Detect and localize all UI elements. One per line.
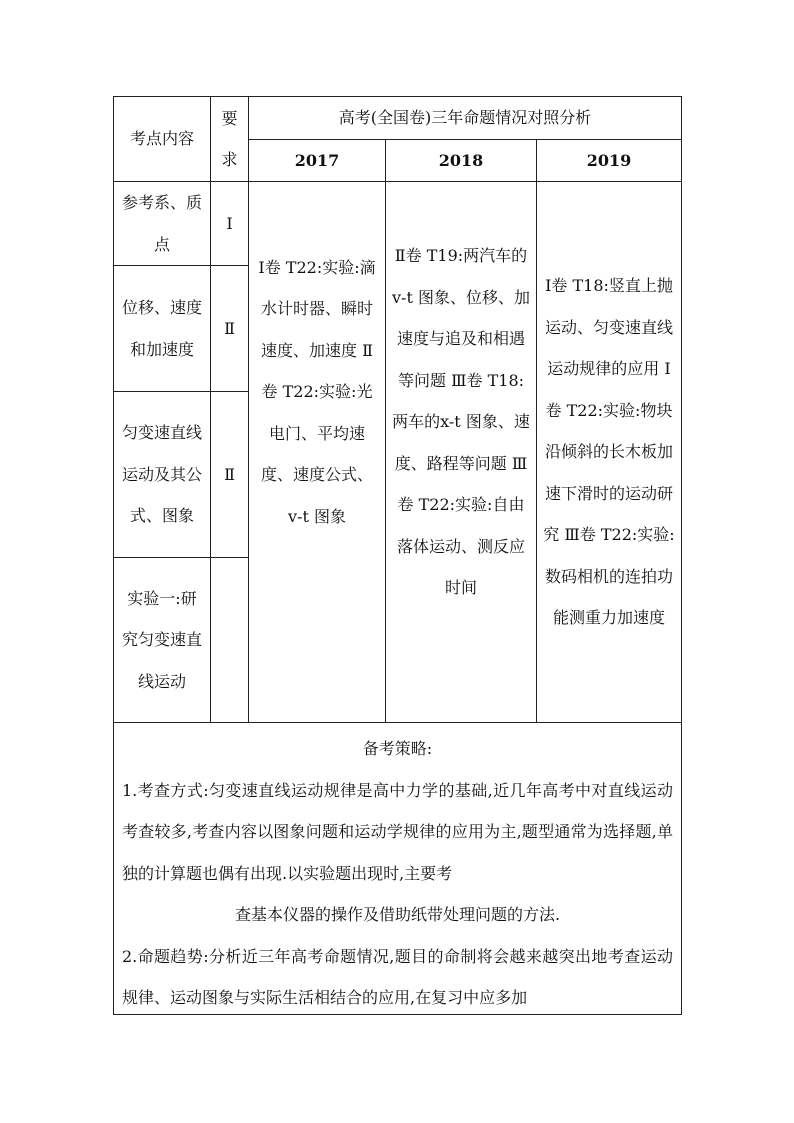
strategy-content [122,728,673,1014]
exam-analysis-table [113,96,682,1015]
header-requirement [211,97,249,182]
topic-cell: 参考系、质点 [114,182,211,266]
requirement-cell: Ⅰ [211,182,249,266]
strategy-point-1-end: 查基本仪器的操作及借助纸带处理问题的方法. [234,905,561,924]
topic-cell: 位移、速度和加速度 [114,266,211,392]
topic-cell: 实验一:研究匀变速直线运动 [114,558,211,723]
requirement-cell: Ⅱ [211,392,249,558]
analysis-2018: Ⅱ卷 T19:两汽车的v-t 图象、位移、加速度与追及和相遇等问题 Ⅲ卷 T18:两车的x-t 图象、速度、路程等问题 Ⅲ卷 T22:实验:自由落体运动、测反应时间 [386,182,537,723]
analysis-2019: Ⅰ卷 T18:竖直上抛运动、匀变速直线运动规律的应用 Ⅰ卷 T22:实验:物块沿倾斜的长木板加速下滑时的运动研究 Ⅲ卷 T22:实验:数码相机的连拍功能测重力加速度 [537,182,682,723]
header-requirement-text: 要求 [221,109,238,169]
header-year-2017: 2017 [249,139,386,182]
header-topic: 考点内容 [114,97,211,182]
strategy-point-1: 1.考查方式:匀变速直线运动规律是高中力学的基础,近几年高考中对直线运动考查较多,考查内容以图象问题和运动学规律的应用为主,题型通常为选择题,单独的计算题也偶有出现.以实验题出现时,主要考 [122,780,673,883]
header-year-2018: 2018 [386,139,537,182]
strategy-point-2: 2.命题趋势:分析近三年高考命题情况,题目的命制将会越来越突出地考查运动规律、运动图象与实际生活相结合的应用,在复习中应多加 [122,946,673,1007]
analysis-2017: Ⅰ卷 T22:实验:滴水计时器、瞬时速度、加速度 Ⅱ卷 T22:实验:光电门、平均速度、速度公式、v-t 图象 [249,182,386,723]
header-group: 高考(全国卷)三年命题情况对照分析 [249,97,682,140]
header-year-2019: 2019 [537,139,682,182]
strategy-title: 备考策略: [362,739,433,758]
requirement-cell: Ⅱ [211,266,249,392]
topic-cell: 匀变速直线运动及其公式、图象 [114,392,211,558]
strategy-cell [114,723,682,1015]
requirement-cell [211,558,249,723]
